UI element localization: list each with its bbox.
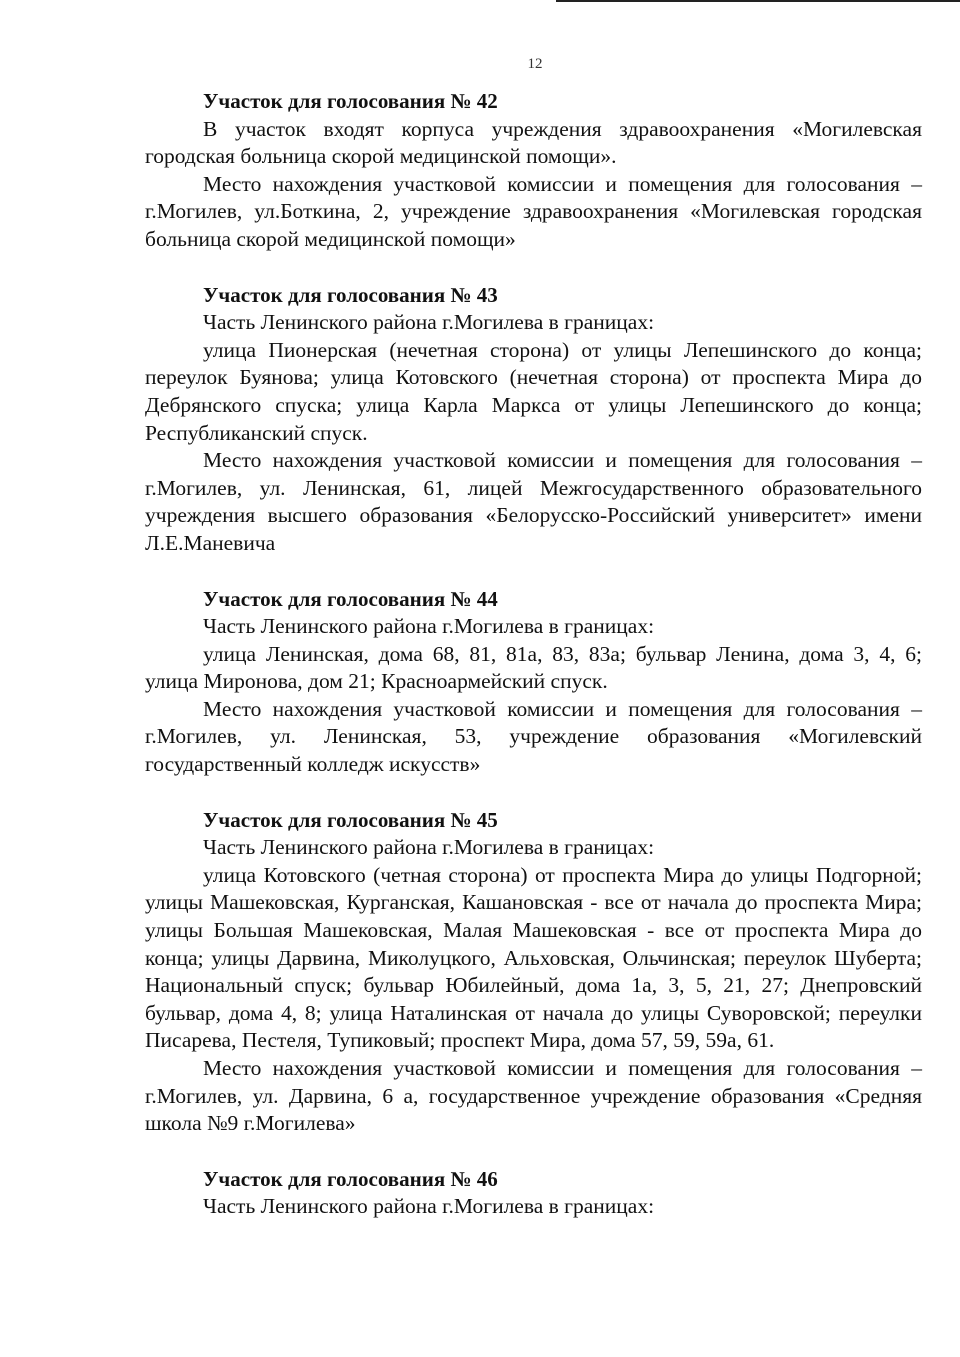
paragraph: Часть Ленинского района г.Могилева в границах: [203,1194,655,1219]
section-heading: Участок для голосования № 46 [203,1166,498,1191]
polling-station-45 [145,807,922,1138]
paragraph: В участок входят корпуса учреждения здравоохранения «Могилевская городская больница скорой медицинской помощи». [145,116,922,169]
polling-station-42 [145,88,922,254]
paragraph: улица Пионерская (нечетная сторона) от улицы Лепешинского до конца; переулок Буянова; улица Котовского (нечетная сторона) от проспекта Мира до Дебрянского спуска; улица Карла Маркса от улицы Лепешинского до конца; Республиканский спуск. [145,337,922,445]
top-rule [556,0,960,2]
page-number: 12 [527,56,543,72]
paragraph: Место нахождения участковой комиссии и помещения для голосования – г.Могилев, ул. Дарвина, 6 а, государственное учреждение образования «Средняя школа №9 г.Могилева» [145,1056,922,1136]
polling-station-43 [145,282,922,558]
section-heading: Участок для голосования № 45 [203,807,498,832]
paragraph: Часть Ленинского района г.Могилева в границах: [203,614,655,639]
section-heading: Участок для голосования № 42 [203,89,498,113]
document-body [145,88,922,1221]
paragraph: Часть Ленинского района г.Могилева в границах: [203,835,655,860]
paragraph: Часть Ленинского района г.Могилева в границах: [203,310,655,335]
polling-station-44 [145,586,922,779]
polling-station-46 [145,1166,922,1221]
paragraph: Место нахождения участковой комиссии и помещения для голосования – г.Могилев, ул.Боткина, 2, учреждение здравоохранения «Могилевская городская больница скорой медицинской помощи» [145,171,922,251]
section-heading: Участок для голосования № 43 [203,282,498,307]
section-heading: Участок для голосования № 44 [203,586,498,611]
paragraph: Место нахождения участковой комиссии и помещения для голосования – г.Могилев, ул. Ленинская, 61, лицей Межгосударственного образовательного учреждения высшего образования «Белорусско-Российский университет» имени Л.Е.Маневича [145,448,922,555]
paragraph: улица Ленинская, дома 68, 81, 81а, 83, 83а; бульвар Ленина, дома 3, 4, 6; улица Миронова, дом 21; Красноармейский спуск. [145,641,922,694]
paragraph: Место нахождения участковой комиссии и помещения для голосования – г.Могилев, ул. Ленинская, 53, учреждение образования «Могилевский государственный колледж искусств» [145,696,922,777]
paragraph: улица Котовского (четная сторона) от проспекта Мира до улицы Подгорной; улицы Машековская, Курганская, Кашановская - все от начала до проспекта Мира; улицы Большая Машековская, Малая Машековская - все от проспекта Мира до конца; улицы Дарвина, Миколуцкого, Альховская, Ольчинская; переулок Шуберта; Национальный спуск; бульвар Юбилейный, дома 1а, 3, 5, 21, 27; Днепровский бульвар, дома 4, 8; улица Наталинская от начала до улицы Суворовской; переулки Писарева, Пестеля, Тупиковый; проспект Мира, дома 57, 59, 59а, 61. [145,862,922,1053]
